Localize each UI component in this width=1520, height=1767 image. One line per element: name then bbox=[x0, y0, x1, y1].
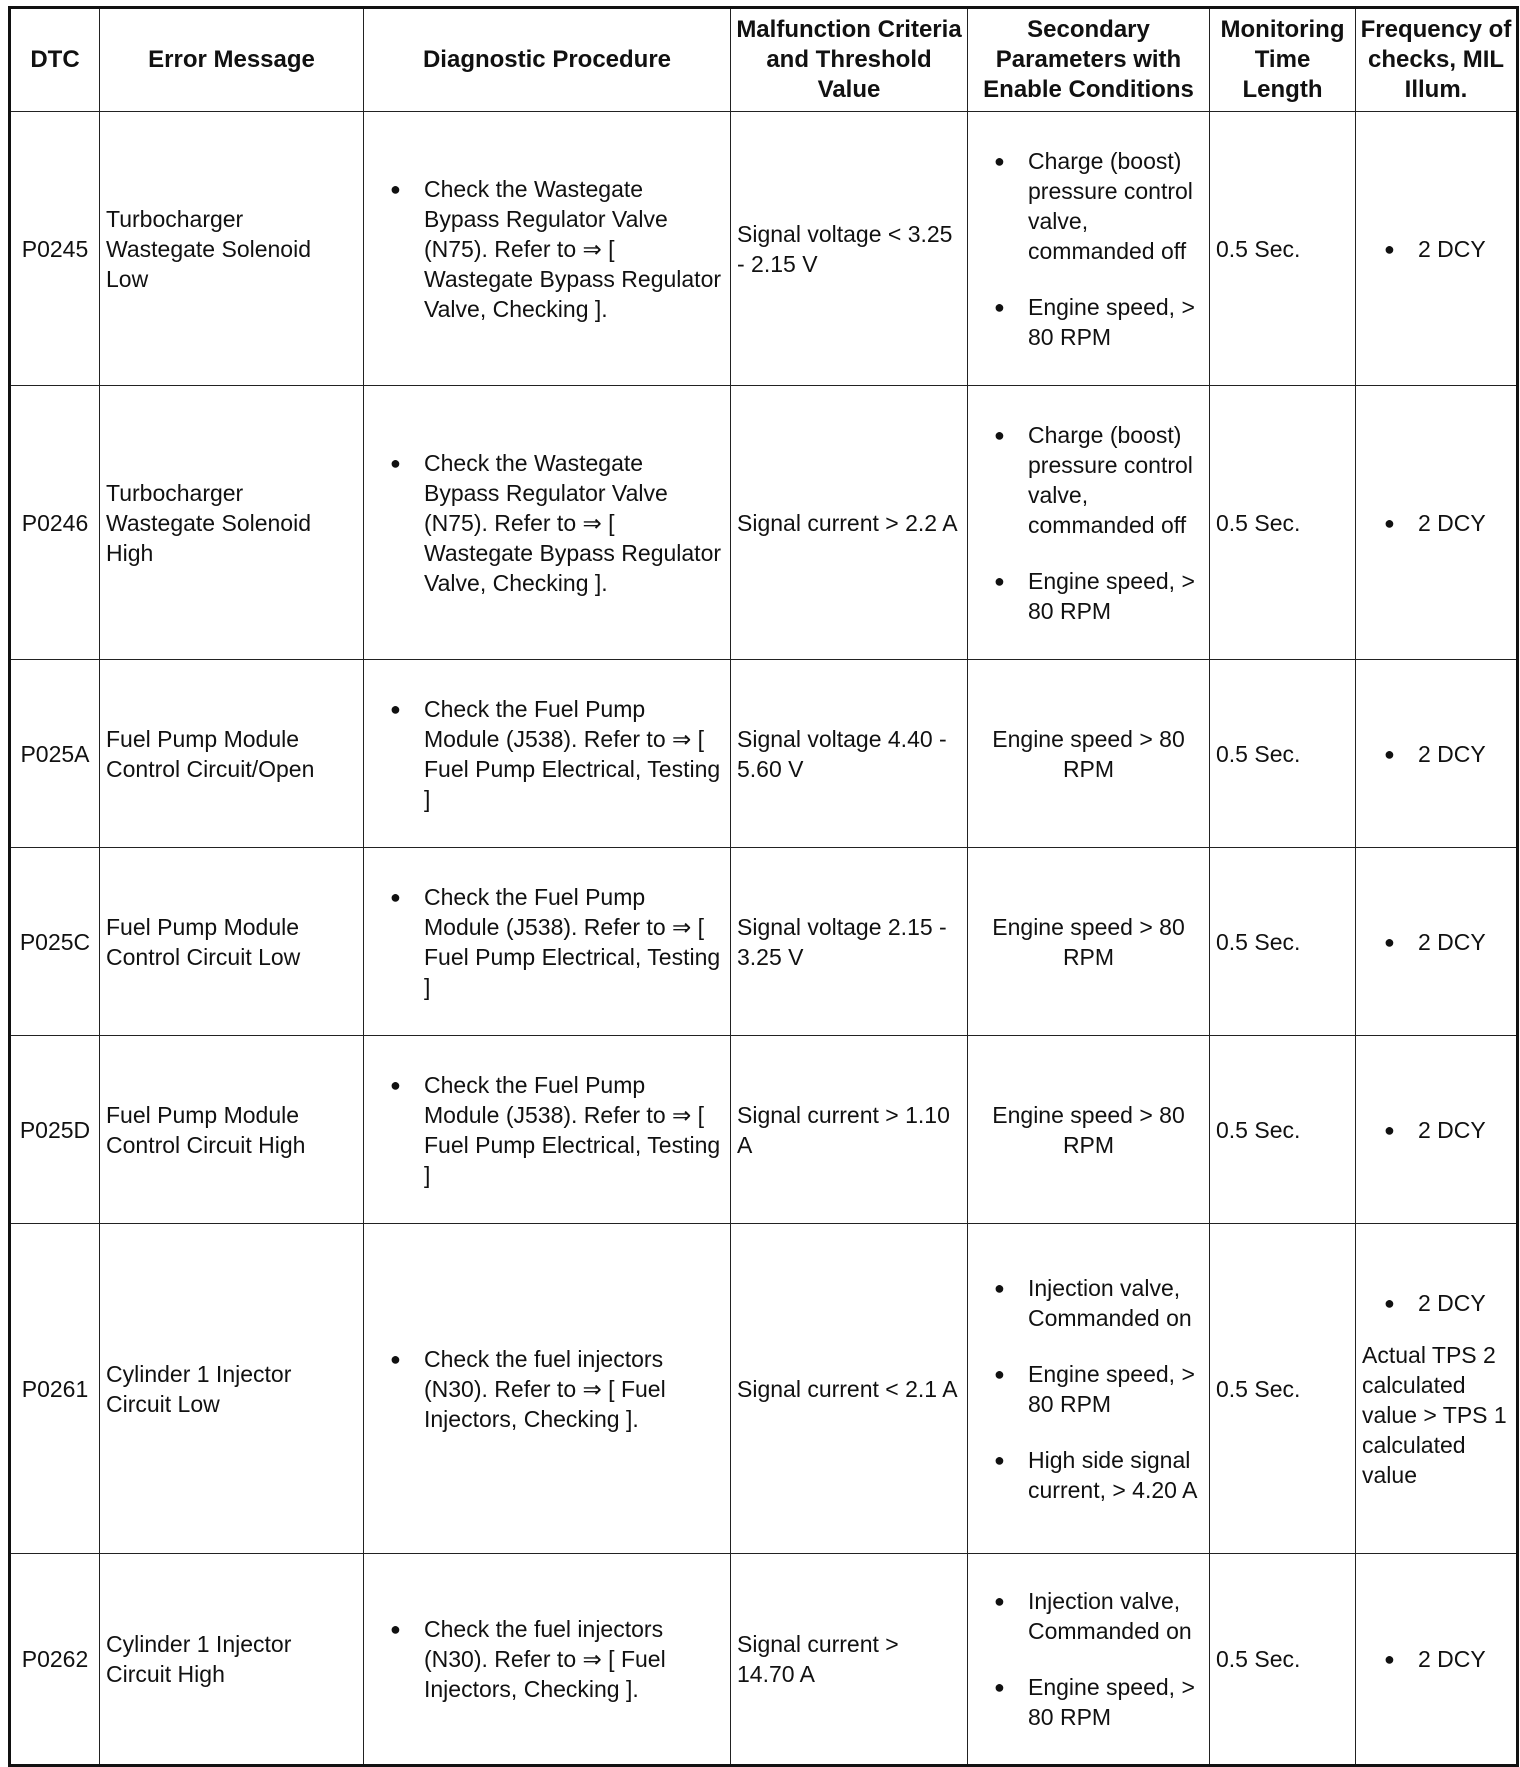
frequency-item: ● 2 DCY bbox=[1384, 1644, 1510, 1674]
secondary-item: ● Injection valve, Commanded on bbox=[994, 1273, 1203, 1333]
frequency-note: Actual TPS 2 calculated value > TPS 1 calculated value bbox=[1362, 1341, 1507, 1488]
secondary-parameters: Engine speed > 80 RPM bbox=[968, 1036, 1210, 1224]
dtc-code: P0245 bbox=[10, 112, 100, 386]
diagnostic-procedure bbox=[364, 1036, 731, 1224]
malfunction-criteria: Signal voltage 2.15 - 3.25 V bbox=[731, 848, 968, 1036]
malfunction-criteria: Signal current > 2.2 A bbox=[731, 386, 968, 660]
header-error-message: Error Message bbox=[100, 8, 364, 112]
header-dtc: DTC bbox=[10, 8, 100, 112]
procedure-item: ● Check the Fuel Pump Module (J538). Refer to ⇒ [ Fuel Pump Electrical, Testing ] bbox=[390, 1070, 724, 1190]
table-row bbox=[10, 112, 1518, 386]
malfunction-criteria: Signal current > 1.10 A bbox=[731, 1036, 968, 1224]
monitoring-time: 0.5 Sec. bbox=[1210, 660, 1356, 848]
header-malfunction-criteria: Malfunction Criteria and Threshold Value bbox=[731, 8, 968, 112]
header-secondary-parameters: Secondary Parameters with Enable Conditions bbox=[968, 8, 1210, 112]
dtc-code: P0262 bbox=[10, 1554, 100, 1766]
malfunction-criteria: Signal voltage 4.40 - 5.60 V bbox=[731, 660, 968, 848]
diagnostic-procedure bbox=[364, 848, 731, 1036]
table-row bbox=[10, 1224, 1518, 1554]
frequency-item: ● 2 DCY bbox=[1384, 508, 1510, 538]
header-monitoring-time: Monitoring Time Length bbox=[1210, 8, 1356, 112]
header-row bbox=[10, 8, 1518, 112]
secondary-parameters bbox=[968, 1554, 1210, 1766]
table-row bbox=[10, 848, 1518, 1036]
secondary-parameters: Engine speed > 80 RPM bbox=[968, 660, 1210, 848]
procedure-item: ● Check the fuel injectors (N30). Refer to ⇒ [ Fuel Injectors, Checking ]. bbox=[390, 1614, 724, 1704]
secondary-item: ● Engine speed, > 80 RPM bbox=[994, 292, 1203, 352]
secondary-parameters bbox=[968, 1224, 1210, 1554]
monitoring-time: 0.5 Sec. bbox=[1210, 1554, 1356, 1766]
procedure-item: ● Check the Fuel Pump Module (J538). Refer to ⇒ [ Fuel Pump Electrical, Testing ] bbox=[390, 882, 724, 1002]
table-row bbox=[10, 386, 1518, 660]
frequency-item: ● 2 DCY bbox=[1384, 234, 1510, 264]
malfunction-criteria: Signal current > 14.70 A bbox=[731, 1554, 968, 1766]
frequency bbox=[1356, 1554, 1518, 1766]
dtc-code: P025C bbox=[10, 848, 100, 1036]
frequency bbox=[1356, 386, 1518, 660]
frequency bbox=[1356, 112, 1518, 386]
secondary-item: ● High side signal current, > 4.20 A bbox=[994, 1445, 1203, 1505]
diagnostic-procedure bbox=[364, 1224, 731, 1554]
secondary-item: ● Charge (boost) pressure control valve, commanded off bbox=[994, 146, 1203, 266]
secondary-item: ● Engine speed, > 80 RPM bbox=[994, 1672, 1203, 1732]
monitoring-time: 0.5 Sec. bbox=[1210, 112, 1356, 386]
dtc-code: P0261 bbox=[10, 1224, 100, 1554]
procedure-item: ● Check the Fuel Pump Module (J538). Refer to ⇒ [ Fuel Pump Electrical, Testing ] bbox=[390, 694, 724, 814]
monitoring-time: 0.5 Sec. bbox=[1210, 1036, 1356, 1224]
dtc-code: P025A bbox=[10, 660, 100, 848]
monitoring-time: 0.5 Sec. bbox=[1210, 848, 1356, 1036]
frequency bbox=[1356, 848, 1518, 1036]
frequency bbox=[1356, 1036, 1518, 1224]
secondary-item: ● Injection valve, Commanded on bbox=[994, 1586, 1203, 1646]
frequency-item: ● 2 DCY bbox=[1384, 1288, 1510, 1318]
malfunction-criteria: Signal current < 2.1 A bbox=[731, 1224, 968, 1554]
secondary-parameters bbox=[968, 386, 1210, 660]
table-row bbox=[10, 1036, 1518, 1224]
error-message: Cylinder 1 Injector Circuit High bbox=[100, 1554, 364, 1766]
dtc-code: P025D bbox=[10, 1036, 100, 1224]
error-message: Fuel Pump Module Control Circuit Low bbox=[100, 848, 364, 1036]
secondary-item: ● Charge (boost) pressure control valve, commanded off bbox=[994, 420, 1203, 540]
dtc-code: P0246 bbox=[10, 386, 100, 660]
procedure-item: ● Check the Wastegate Bypass Regulator Valve (N75). Refer to ⇒ [ Wastegate Bypass Regulator Valve, Checking ]. bbox=[390, 448, 724, 598]
monitoring-time: 0.5 Sec. bbox=[1210, 1224, 1356, 1554]
frequency-item: ● 2 DCY bbox=[1384, 739, 1510, 769]
error-message: Fuel Pump Module Control Circuit/Open bbox=[100, 660, 364, 848]
secondary-parameters bbox=[968, 112, 1210, 386]
diagnostic-procedure bbox=[364, 660, 731, 848]
diagnostic-procedure bbox=[364, 112, 731, 386]
error-message: Fuel Pump Module Control Circuit High bbox=[100, 1036, 364, 1224]
frequency-item: ● 2 DCY bbox=[1384, 1115, 1510, 1145]
diagnostic-procedure bbox=[364, 1554, 731, 1766]
dtc-table bbox=[8, 6, 1519, 1767]
header-frequency: Frequency of checks, MIL Illum. bbox=[1356, 8, 1518, 112]
table-row bbox=[10, 660, 1518, 848]
error-message: Turbocharger Wastegate Solenoid High bbox=[100, 386, 364, 660]
frequency bbox=[1356, 660, 1518, 848]
error-message: Cylinder 1 Injector Circuit Low bbox=[100, 1224, 364, 1554]
dtc-table-container bbox=[8, 6, 1516, 1767]
procedure-item: ● Check the Wastegate Bypass Regulator Valve (N75). Refer to ⇒ [ Wastegate Bypass Regulator Valve, Checking ]. bbox=[390, 174, 724, 324]
header-diagnostic-procedure: Diagnostic Procedure bbox=[364, 8, 731, 112]
malfunction-criteria: Signal voltage < 3.25 - 2.15 V bbox=[731, 112, 968, 386]
error-message: Turbocharger Wastegate Solenoid Low bbox=[100, 112, 364, 386]
secondary-item: ● Engine speed, > 80 RPM bbox=[994, 1359, 1203, 1419]
frequency bbox=[1356, 1224, 1518, 1554]
diagnostic-procedure bbox=[364, 386, 731, 660]
procedure-item: ● Check the fuel injectors (N30). Refer to ⇒ [ Fuel Injectors, Checking ]. bbox=[390, 1344, 724, 1434]
secondary-parameters: Engine speed > 80 RPM bbox=[968, 848, 1210, 1036]
table-row bbox=[10, 1554, 1518, 1766]
secondary-item: ● Engine speed, > 80 RPM bbox=[994, 566, 1203, 626]
monitoring-time: 0.5 Sec. bbox=[1210, 386, 1356, 660]
frequency-item: ● 2 DCY bbox=[1384, 927, 1510, 957]
